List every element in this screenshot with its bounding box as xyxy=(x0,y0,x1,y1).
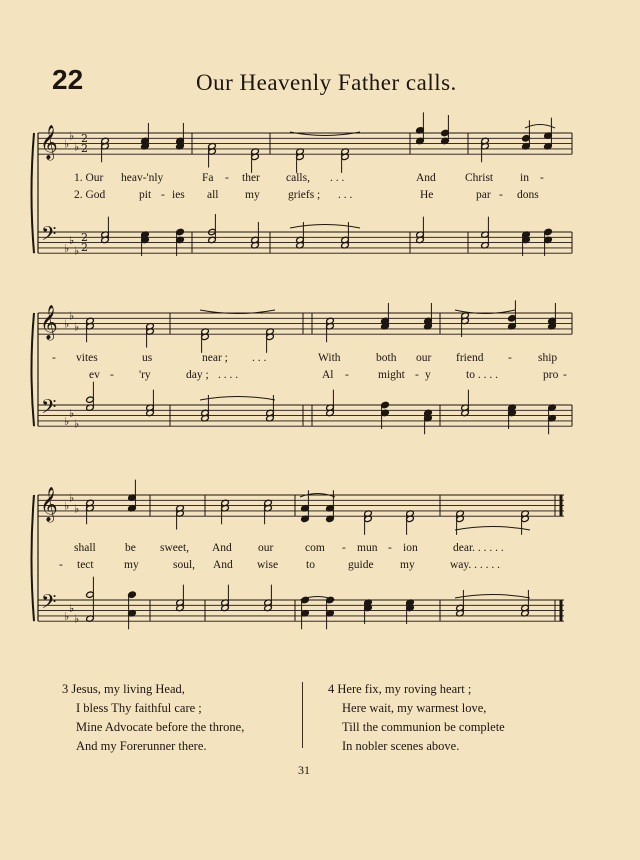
lyric: wise xyxy=(257,559,279,571)
lyric: might xyxy=(378,369,405,381)
lyric: 2. God xyxy=(74,189,106,201)
lyric: all xyxy=(207,189,219,201)
lyric: - xyxy=(225,172,229,184)
lyric: my xyxy=(400,559,415,571)
flat-sign: ♭ xyxy=(64,317,70,331)
bass-clef: 𝄢 xyxy=(41,590,57,618)
lyric: both xyxy=(376,352,397,364)
lyric: - xyxy=(388,542,392,554)
lyric: our xyxy=(258,542,274,554)
flat-sign: ♭ xyxy=(74,612,80,626)
lyric: par xyxy=(476,189,491,201)
lyric: - xyxy=(59,559,63,571)
bass-clef: 𝄢 xyxy=(41,222,57,250)
lyric: my xyxy=(245,189,260,201)
lyric: tect xyxy=(77,559,94,571)
lyric: . . . xyxy=(252,352,267,364)
lyric: ies xyxy=(172,189,185,201)
verse-line: Here wait, my warmest love, xyxy=(342,701,487,715)
hymn-title: Our Heavenly Father calls. xyxy=(196,70,457,95)
slur xyxy=(200,397,275,401)
system-brace xyxy=(32,313,35,426)
lyric: . . . xyxy=(330,172,345,184)
lyric: Fa xyxy=(202,172,214,184)
lyric: be xyxy=(125,542,136,554)
lyric: . . . xyxy=(338,189,353,201)
flat-sign: ♭ xyxy=(64,609,70,623)
flat-sign: ♭ xyxy=(69,129,75,143)
lyric: sweet, xyxy=(160,542,190,554)
lyric: heav-'nly xyxy=(121,172,164,184)
verse-divider xyxy=(302,682,303,748)
lyric: pit xyxy=(139,189,152,201)
lyric: - xyxy=(342,542,346,554)
verse-3 xyxy=(62,680,244,756)
lyric: my xyxy=(124,559,139,571)
lyric: And xyxy=(212,542,232,554)
lyric: - xyxy=(52,352,56,364)
page-number: 31 xyxy=(298,763,310,777)
system-brace xyxy=(32,133,35,253)
bass-clef: 𝄢 xyxy=(41,395,57,423)
system-brace xyxy=(32,495,35,621)
time-signature: 2 xyxy=(81,132,88,145)
flat-sign: ♭ xyxy=(74,502,80,516)
lyric: - xyxy=(345,369,349,381)
verse-4 xyxy=(328,680,505,756)
treble-clef: 𝄞 xyxy=(40,305,58,340)
lyric: day ; xyxy=(186,369,209,381)
flat-sign: ♭ xyxy=(64,499,70,513)
lyric: ev xyxy=(89,369,100,381)
slur xyxy=(455,595,530,599)
lyric: shall xyxy=(74,542,96,554)
flat-sign: ♭ xyxy=(69,406,75,420)
flat-sign: ♭ xyxy=(74,244,80,258)
lyric: us xyxy=(142,352,153,364)
lyric: calls, xyxy=(286,172,310,184)
hymn-number: 22 xyxy=(52,64,84,95)
lyric: - xyxy=(110,369,114,381)
flat-sign: ♭ xyxy=(64,241,70,255)
lyric: 'ry xyxy=(139,369,151,381)
treble-clef: 𝄞 xyxy=(40,125,58,160)
flat-sign: ♭ xyxy=(69,601,75,615)
flat-sign: ♭ xyxy=(64,414,70,428)
lyric: y xyxy=(425,369,431,381)
lyric: dons xyxy=(517,189,539,201)
lyric: mun xyxy=(357,542,378,554)
lyric: - xyxy=(499,189,503,201)
lyric: guide xyxy=(348,559,374,571)
verse-line: Mine Advocate before the throne, xyxy=(76,720,245,734)
time-signature: 2 xyxy=(81,241,88,254)
lyric: With xyxy=(318,352,341,364)
lyric: vites xyxy=(76,352,98,364)
time-signature: 2 xyxy=(81,142,88,155)
lyric: way. . . . . . xyxy=(450,559,501,571)
treble-clef: 𝄞 xyxy=(40,487,58,522)
lyric: to xyxy=(306,559,315,571)
lyric: And xyxy=(213,559,233,571)
verse-line: In nobler scenes above. xyxy=(342,739,460,753)
verse-line: I bless Thy faithful care ; xyxy=(76,701,202,715)
flat-sign: ♭ xyxy=(64,137,70,151)
lyric: in xyxy=(520,172,529,184)
lyric: griefs ; xyxy=(288,189,321,201)
lyric: ship xyxy=(538,352,558,364)
lyric: 1. Our xyxy=(74,172,104,184)
flat-sign: ♭ xyxy=(69,309,75,323)
lyric: - xyxy=(415,369,419,381)
lyric: - xyxy=(161,189,165,201)
flat-sign: ♭ xyxy=(69,233,75,247)
lyric: ther xyxy=(242,172,260,184)
lyric: dear. . . . . . xyxy=(453,542,504,554)
time-signature: 2 xyxy=(81,231,88,244)
lyric: Christ xyxy=(465,172,494,184)
flat-sign: ♭ xyxy=(74,417,80,431)
verse-line: And my Forerunner there. xyxy=(76,739,207,753)
lyric: - xyxy=(540,172,544,184)
lyric: - xyxy=(508,352,512,364)
flat-sign: ♭ xyxy=(74,320,80,334)
lyric: pro xyxy=(543,369,559,381)
lyric: He xyxy=(420,189,434,201)
lyric: soul, xyxy=(173,559,196,571)
lyric: to . . . . xyxy=(466,369,498,381)
lyric: friend xyxy=(456,352,484,364)
lyric: ion xyxy=(403,542,418,554)
lyric: - xyxy=(563,369,567,381)
slur xyxy=(455,527,530,531)
lyric: our xyxy=(416,352,432,364)
flat-sign: ♭ xyxy=(74,140,80,154)
verse-line: Till the communion be complete xyxy=(342,720,505,734)
lyric: com xyxy=(305,542,325,554)
verse-line: 4 Here fix, my roving heart ; xyxy=(328,682,472,696)
lyric: And xyxy=(416,172,436,184)
lyric: . . . . xyxy=(218,369,239,381)
slur xyxy=(290,132,360,136)
lyric: Al xyxy=(322,369,334,381)
slur xyxy=(290,225,360,229)
verse-line: 3 Jesus, my living Head, xyxy=(62,682,185,696)
flat-sign: ♭ xyxy=(69,491,75,505)
lyric: near ; xyxy=(202,352,228,364)
